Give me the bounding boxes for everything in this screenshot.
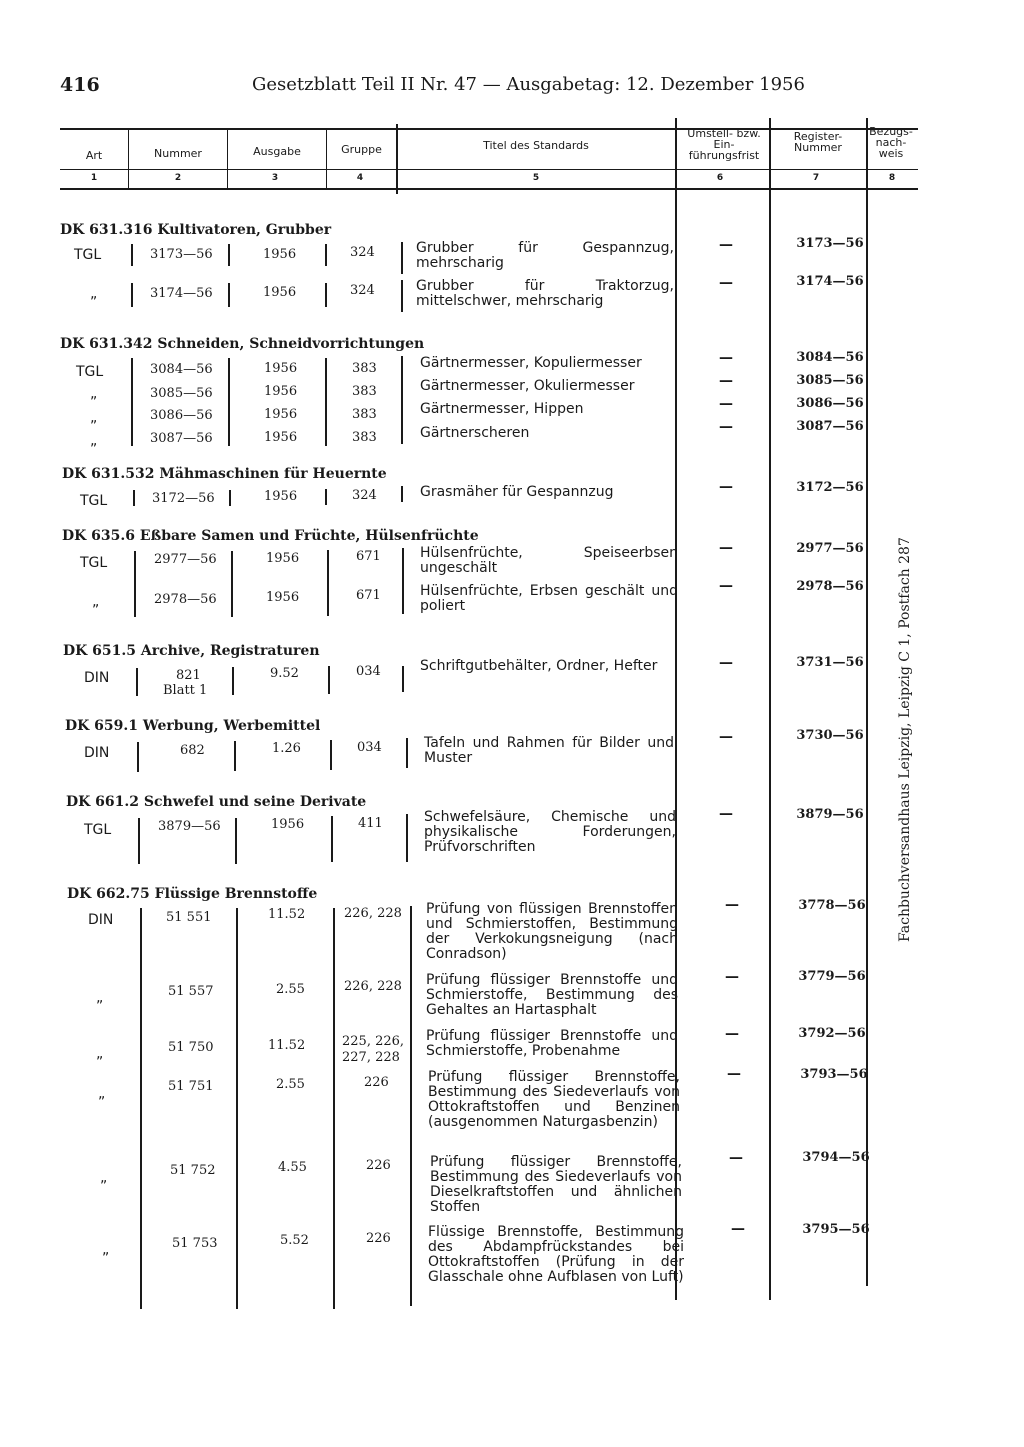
cell-frist: — [719,655,733,671]
cell-register: 3879—56 [796,807,864,822]
cell-divider [401,486,403,502]
cell-divider [401,242,403,274]
cell-nummer: 51 751 [168,1079,214,1094]
cell-divider [134,551,136,617]
cell-divider [327,550,329,616]
cell-titel: Gärtnermesser, Hippen [420,401,584,417]
cell-nummer: 821 [176,668,201,683]
publisher-side-note: Fachbuchversandhaus Leipzig, Leipzig C 1, Postfach 287 [897,537,913,942]
cell-frist: — [719,578,733,594]
cell-titel: Tafeln und Rahmen für Bilder und Muster [424,735,674,766]
cell-nummer: 682 [180,743,205,758]
col-number: 3 [271,173,279,183]
cell-art: „ [100,1170,108,1186]
cell-ausgabe: 1956 [264,489,298,504]
col-header-titel: Titel des Standards [483,139,589,152]
cell-register: 3173—56 [796,236,864,251]
cell-nummer: 3084—56 [150,362,213,377]
cell-art: TGL [84,822,112,838]
cell-art: TGL [80,493,108,509]
header-divider [128,130,129,188]
section-heading: DK 659.1 Werbung, Werbemittel [65,718,321,734]
cell-ausgabe: 1956 [264,407,298,422]
cell-divider [333,908,335,1309]
cell-gruppe: 411 [358,816,383,831]
cell-nummer: 3086—56 [150,408,213,423]
cell-divider [229,490,231,506]
cell-gruppe: 226 [364,1075,389,1090]
section-heading: DK 651.5 Archive, Registraturen [63,643,320,659]
colno-top-rule [60,169,918,170]
col-header-bezug: Bezugs- nach- weis [869,125,913,160]
col-header-ausgabe: Ausgabe [253,145,301,158]
col-header-nummer: Nummer [154,147,202,160]
cell-divider [330,740,332,770]
cell-titel: Grubber für Gespannzug, mehrscharig [416,240,674,271]
cell-divider [232,667,234,695]
cell-art: „ [102,1242,110,1258]
col-header-gruppe: Gruppe [341,143,382,156]
cell-frist: — [719,350,733,366]
cell-titel: Prüfung flüssiger Brennstoffe und Schmierstoffe, Probenahme [426,1028,678,1059]
cell-frist: — [731,1221,745,1237]
cell-divider [138,818,140,864]
cell-gruppe: 383 [352,407,377,422]
cell-titel: Grubber für Traktorzug, mittelschwer, mehrscharig [416,278,674,309]
cell-divider [401,356,403,444]
col-header-art: Art [85,149,103,162]
cell-ausgabe: 2.55 [276,1077,305,1092]
cell-divider [140,908,142,1309]
section-heading: DK 635.6 Eßbare Samen und Früchte, Hülsenfrüchte [62,528,479,544]
col-header-register: Register- Nummer [793,130,843,154]
cell-gruppe: 034 [357,740,382,755]
section-heading: DK 662.75 Flüssige Brennstoffe [67,886,318,902]
cell-titel: Hülsenfrüchte, Erbsen geschält und poliert [420,583,678,614]
cell-divider [402,666,404,692]
col-number: 8 [888,173,896,183]
col-number: 1 [90,173,98,183]
cell-gruppe: 324 [350,283,375,298]
cell-frist: — [725,1026,739,1042]
column-divider [769,118,771,1300]
cell-ausgabe: 1956 [264,430,298,445]
section-heading: DK 631.532 Mähmaschinen für Heuernte [62,466,387,482]
cell-gruppe: 383 [352,430,377,445]
cell-titel: Prüfung flüssiger Brennstoffe, Bestimmung des Siedeverlaufs von Ottokraftstoffen und Benzinen (ausgenommen Naturgasbenzin) [428,1069,680,1130]
cell-divider [136,668,138,696]
cell-nummer: 3173—56 [150,247,213,262]
cell-register: 2978—56 [796,579,864,594]
cell-ausgabe: 1.26 [272,741,301,756]
cell-titel: Prüfung flüssiger Brennstoffe, Bestimmung des Siedeverlaufs von Dieselkraftstoffen und ähnlichen Stoffen [430,1154,682,1215]
cell-titel: Hülsenfrüchte, Speiseerbsen ungeschält [420,545,678,576]
cell-nummer: 3087—56 [150,431,213,446]
cell-gruppe: 671 [356,549,381,564]
cell-ausgabe: 1956 [266,590,300,605]
cell-art: DIN [84,670,110,686]
page-title: Gesetzblatt Teil II Nr. 47 — Ausgabetag: 12. Dezember 1956 [252,74,805,95]
cell-ausgabe: 11.52 [268,907,306,922]
cell-divider [231,551,233,617]
cell-art: TGL [76,364,104,380]
cell-nummer: 3172—56 [152,491,215,506]
cell-register: 3086—56 [796,396,864,411]
cell-frist: — [719,419,733,435]
cell-divider [228,358,230,446]
cell-divider [328,666,330,694]
header-divider [326,130,327,188]
cell-register: 3172—56 [796,480,864,495]
cell-gruppe: 671 [356,588,381,603]
page-header [0,74,1024,104]
cell-art: „ [96,990,104,1006]
cell-nummer: 51 557 [168,984,214,999]
col-number: 2 [174,173,182,183]
cell-register: 3778—56 [798,898,866,913]
cell-register: 3731—56 [796,655,864,670]
cell-register: 3174—56 [796,274,864,289]
cell-gruppe: 226 [366,1158,391,1173]
cell-nummer: 51 551 [166,910,212,925]
cell-register: 2977—56 [796,541,864,556]
cell-art: „ [96,1046,104,1062]
col-number: 6 [716,173,724,183]
cell-art: „ [90,410,98,426]
cell-gruppe: 383 [352,384,377,399]
col-number: 7 [812,173,820,183]
cell-register: 3779—56 [798,969,866,984]
cell-frist: — [719,806,733,822]
cell-frist: — [719,373,733,389]
cell-art: TGL [80,555,108,571]
cell-ausgabe: 5.52 [280,1233,309,1248]
cell-gruppe: 034 [356,664,381,679]
cell-nummer: 51 750 [168,1040,214,1055]
cell-divider [401,280,403,312]
cell-nummer: 51 752 [170,1163,216,1178]
cell-frist: — [719,275,733,291]
cell-ausgabe: 1956 [263,247,297,262]
cell-nummer: 2977—56 [154,552,217,567]
cell-titel: Gärtnerscheren [420,425,530,441]
cell-divider [234,741,236,771]
cell-ausgabe: 1956 [266,551,300,566]
cell-titel: Schwefelsäure, Chemische und physikalische Forderungen, Prüfvorschriften [424,809,676,855]
cell-titel: Gärtnermesser, Kopuliermesser [420,355,642,371]
cell-nummer: 3879—56 [158,819,221,834]
cell-frist: — [719,237,733,253]
cell-ausgabe: 4.55 [278,1160,307,1175]
cell-divider [406,814,408,862]
cell-register: 3085—56 [796,373,864,388]
cell-register: 3730—56 [796,728,864,743]
cell-titel: Prüfung flüssiger Brennstoffe und Schmierstoffe, Bestimmung des Gehaltes an Hartasphalt [426,972,678,1018]
cell-ausgabe: 1956 [271,817,305,832]
cell-art: TGL [74,247,102,263]
cell-frist: — [719,479,733,495]
cell-divider [236,908,238,1309]
cell-divider [131,283,133,307]
cell-titel: Flüssige Brennstoffe, Bestimmung des Abdampfrückstandes bei Ottokraftstoffen (Prüfung in der Glasschale ohne Aufblasen von Luft) [428,1224,684,1285]
cell-titel: Gärtnermesser, Okuliermesser [420,378,635,394]
cell-titel: Prüfung von flüssigen Brennstoffen und Schmierstoffen, Bestimmung der Verkokungsneigung (nach Conradson) [426,901,678,962]
cell-ausgabe: 11.52 [268,1038,306,1053]
cell-gruppe: 226, 228 [344,906,402,921]
cell-gruppe: 226 [366,1231,391,1246]
cell-divider [325,283,327,307]
cell-frist: — [725,969,739,985]
cell-frist: — [719,396,733,412]
cell-register: 3084—56 [796,350,864,365]
cell-art: DIN [88,912,114,928]
cell-divider [325,489,327,505]
cell-ausgabe: 2.55 [276,982,305,997]
cell-nummer: 2978—56 [154,592,217,607]
cell-divider [325,244,327,266]
cell-divider [410,906,412,1306]
cell-art: „ [90,286,98,302]
cell-nummer: 3174—56 [150,286,213,301]
column-divider [866,118,868,1286]
cell-divider [228,283,230,307]
col-header-frist: Umstell- bzw. Ein- führungsfrist [687,127,761,162]
page-number: 416 [60,74,100,96]
cell-divider [131,358,133,446]
cell-ausgabe: 1956 [264,384,298,399]
cell-gruppe: 383 [352,361,377,376]
cell-frist: — [725,897,739,913]
cell-nummer-sub: Blatt 1 [163,683,208,698]
cell-divider [325,358,327,446]
cell-gruppe: 324 [352,488,377,503]
cell-divider [137,742,139,772]
cell-divider [331,816,333,862]
cell-nummer: 51 753 [172,1236,218,1251]
cell-art: DIN [84,745,110,761]
section-heading: DK 631.316 Kultivatoren, Grubber [60,222,332,238]
cell-register: 3794—56 [802,1150,870,1165]
cell-ausgabe: 1956 [263,285,297,300]
section-heading: DK 661.2 Schwefel und seine Derivate [66,794,367,810]
colno-bottom-rule [60,188,918,190]
cell-frist: — [729,1150,743,1166]
table-top-rule [60,128,918,130]
cell-divider [402,548,404,614]
section-heading: DK 631.342 Schneiden, Schneidvorrichtungen [60,336,425,352]
cell-gruppe: 226, 228 [344,979,402,994]
header-divider [227,130,228,188]
cell-gruppe: 225, 226, [342,1034,405,1049]
cell-art: „ [90,386,98,402]
header-divider [396,124,398,194]
cell-art: „ [90,433,98,449]
cell-frist: — [719,540,733,556]
cell-divider [131,244,133,266]
cell-divider [228,244,230,266]
col-number: 4 [356,173,364,183]
cell-register: 3795—56 [802,1222,870,1237]
col-number: 5 [532,173,540,183]
cell-divider [406,738,408,768]
cell-frist: — [719,729,733,745]
cell-art: „ [92,594,100,610]
cell-ausgabe: 1956 [264,361,298,376]
cell-divider [133,490,135,506]
cell-titel: Grasmäher für Gespannzug [420,484,614,500]
cell-gruppe: 324 [350,245,375,260]
cell-divider [235,818,237,864]
cell-register: 3792—56 [798,1026,866,1041]
cell-nummer: 3085—56 [150,386,213,401]
cell-register: 3087—56 [796,419,864,434]
cell-ausgabe: 9.52 [270,666,299,681]
cell-register: 3793—56 [800,1067,868,1082]
cell-titel: Schriftgutbehälter, Ordner, Hefter [420,658,658,674]
cell-frist: — [727,1066,741,1082]
cell-art: „ [98,1086,106,1102]
cell-gruppe-sub: 227, 228 [342,1050,400,1065]
